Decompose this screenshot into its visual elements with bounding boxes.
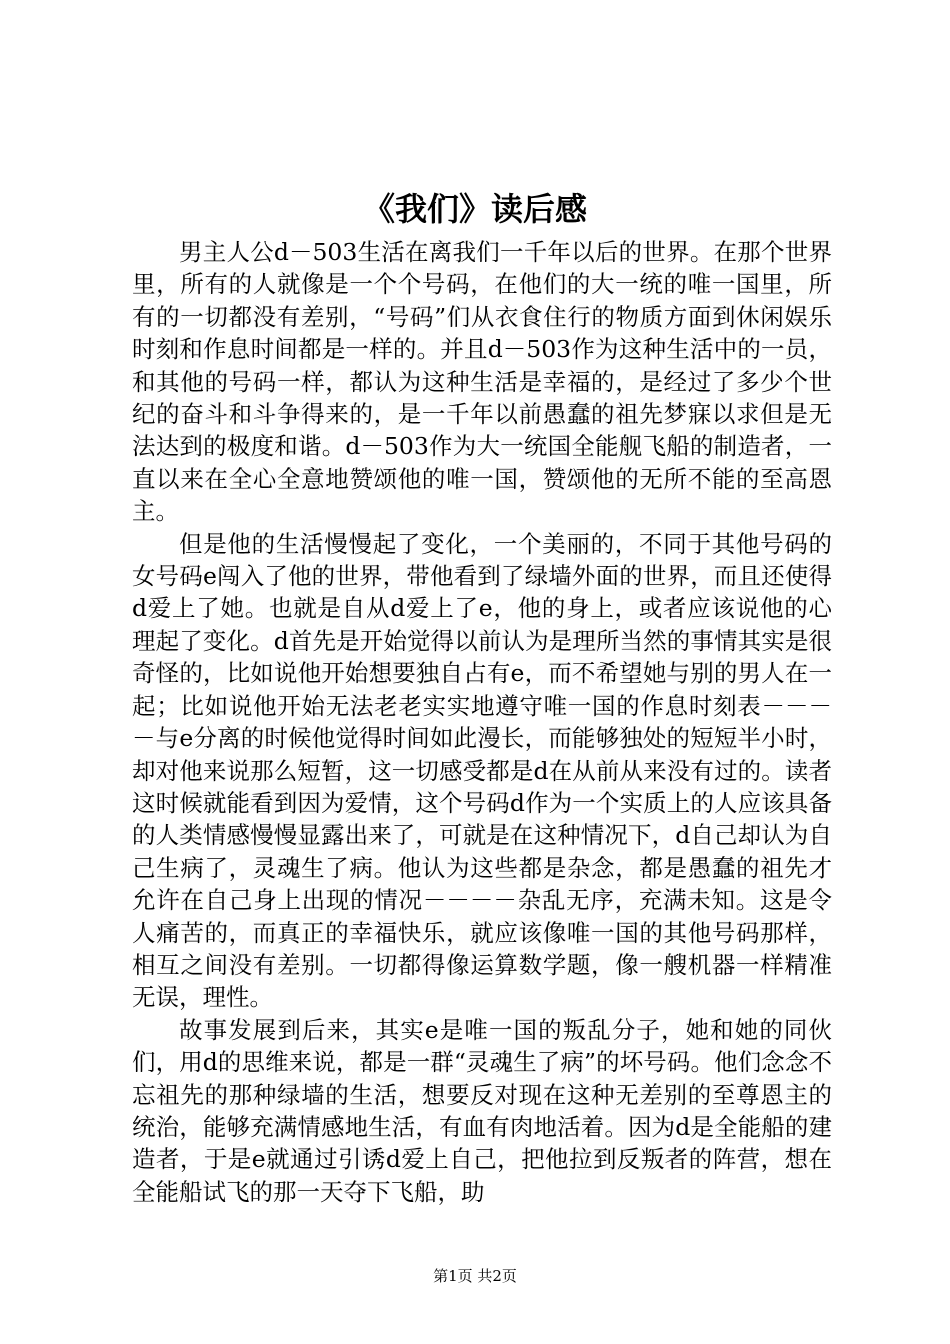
document-body: [132, 236, 832, 1208]
page-footer: 第1页 共2页: [433, 1267, 517, 1285]
paragraph-2: 但是他的生活慢慢起了变化，一个美丽的，不同于其他号码的女号码e闯入了他的世界，带他看到了绿墙外面的世界，而且还使得d爱上了她。也就是自从d爱上了e，他的身上，或者应该说他的心理起了变化。d首先是开始觉得以前认为是理所当然的事情其实是很奇怪的，比如说他开始想要独自占有e，而不希望她与别的男人在一起；比如说他开始无法老老实实地遵守唯一国的作息时刻表－－－－与e分离的时候他觉得时间如此漫长，而能够独处的短短半小时，却对他来说那么短暂，这一切感受都是d在从前从来没有过的。读者这时候就能看到因为爱情，这个号码d作为一个实质上的人应该具备的人类情感慢慢显露出来了，可就是在这种情况下，d自己却认为自己生病了，灵魂生了病。他认为这些都是杂念，都是愚蠢的祖先才允许在自己身上出现的情况－－－－杂乱无序，充满未知。这是令人痛苦的，而真正的幸福快乐，就应该像唯一国的其他号码那样，相互之间没有差别。一切都得像运算数学题，像一艘机器一样精准无误，理性。: [132, 529, 832, 1012]
paragraph-3: 故事发展到后来，其实e是唯一国的叛乱分子，她和她的同伙们，用d的思维来说，都是一群“灵魂生了病”的坏号码。他们念念不忘祖先的那种绿墙的生活，想要反对现在这种无差别的至尊恩主的统治，能够充满情感地生活，有血有肉地活着。因为d是全能船的建造者，于是e就通过引诱d爱上自己，把他拉到反叛者的阵营，想在全能船试飞的那一天夺下飞船，助: [132, 1015, 832, 1206]
paragraph-1: 男主人公d－503生活在离我们一千年以后的世界。在那个世界里，所有的人就像是一个个号码，在他们的大一统的唯一国里，所有的一切都没有差别，“号码”们从衣食住行的物质方面到休闲娱乐时刻和作息时间都是一样的。并且d－503作为这种生活中的一员，和其他的号码一样，都认为这种生活是幸福的，是经过了多少个世纪的奋斗和斗争得来的，是一千年以前愚蠢的祖先梦寐以求但是无法达到的极度和谐。d－503作为大一统国全能舰飞船的制造者，一直以来在全心全意地赞颂他的唯一国，赞颂他的无所不能的至高恩主。: [132, 238, 832, 526]
document-title: 《我们》读后感: [362, 190, 587, 228]
